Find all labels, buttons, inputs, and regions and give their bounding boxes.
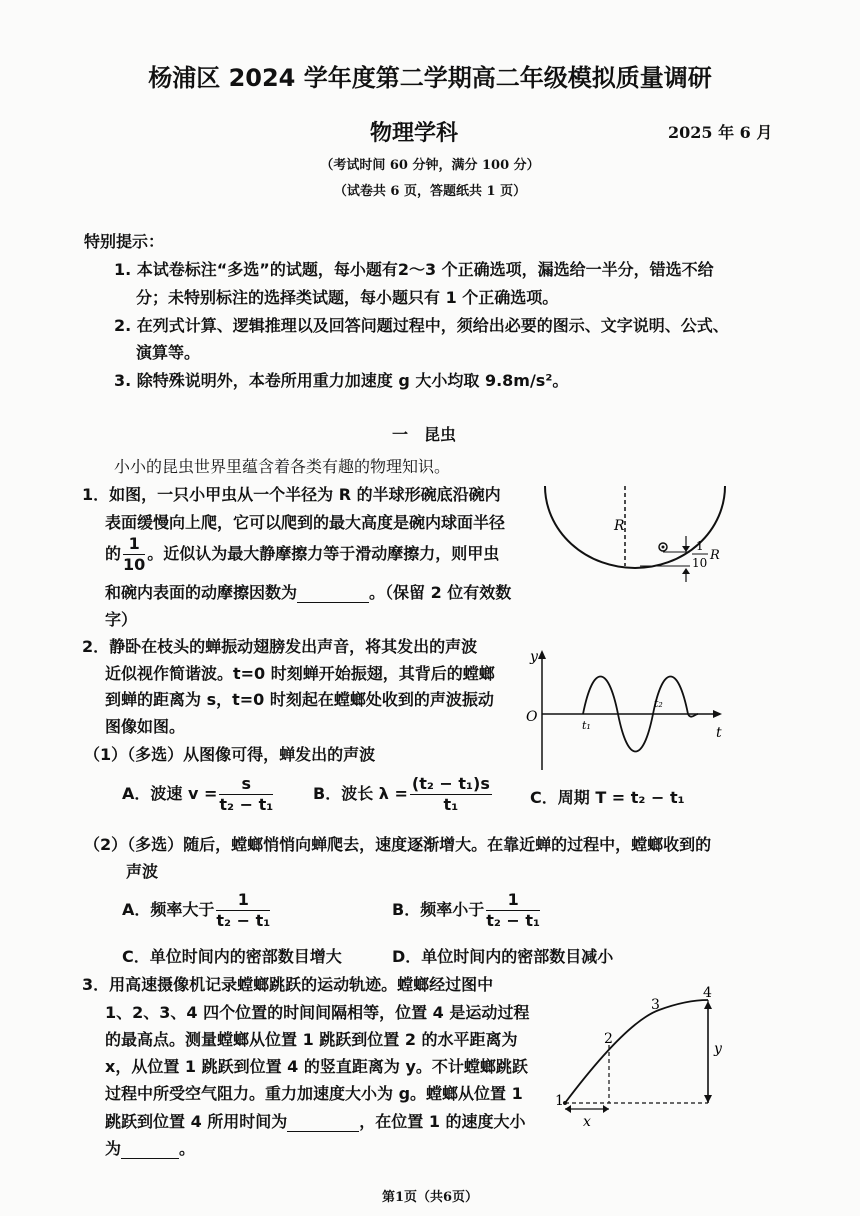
trajectory-curve bbox=[565, 1000, 708, 1103]
q3-line-6: 跳跃到位置 4 所用时间为 ，在位置 1 的速度大小 bbox=[105, 1112, 526, 1131]
position-2-label: 2 bbox=[604, 1031, 613, 1047]
q2-sub-2-cont: 声波 bbox=[126, 862, 159, 881]
height-r-label: R bbox=[710, 548, 720, 563]
subject-title: 物理学科 bbox=[370, 121, 459, 146]
q3-line-5: 过程中所受空气阻力。重力加速度大小为 g。螳螂从位置 1 bbox=[105, 1084, 523, 1103]
section-title: 一 昆虫 bbox=[392, 425, 457, 444]
height-frac-num: 1 bbox=[696, 539, 704, 553]
bowl-diagram bbox=[530, 478, 750, 588]
q3-speed-blank[interactable] bbox=[121, 1142, 179, 1159]
wave-origin-label: O bbox=[526, 709, 538, 725]
q3-line-3: 的最高点。测量螳螂从位置 1 跳跃到位置 2 的水平距离为 bbox=[105, 1030, 518, 1049]
q2-2-option-b[interactable]: B．频率小于 $\frac{1}{\text{t₂ − t₁}}$ bbox=[392, 890, 541, 930]
wave-t2-label: t₂ bbox=[654, 697, 663, 710]
position-1-label: 1 bbox=[555, 1093, 564, 1109]
exam-date: 2025 年 6 月 bbox=[668, 123, 773, 142]
q1-line-3: 的 $\frac{1}{10}$ 。近似认为最大静摩擦力等于滑动摩擦力，则甲虫 bbox=[105, 534, 500, 574]
q1-fraction: $\frac{1}{10}$ bbox=[123, 534, 146, 574]
notice-item-2-cont: 演算等。 bbox=[136, 343, 201, 362]
exam-duration-info: （考试时间 60 分钟，满分 100 分） bbox=[320, 158, 540, 173]
q3-line-2: 1、2、3、4 四个位置的时间间隔相等，位置 4 是运动过程 bbox=[105, 1003, 530, 1022]
q3-line-7: 为 。 bbox=[105, 1139, 196, 1158]
section-intro: 小小的昆虫世界里蕴含着各类有趣的物理知识。 bbox=[114, 457, 451, 476]
q2-sub-1: （1）（多选）从图像可得，蝉发出的声波 bbox=[84, 745, 376, 764]
q2-1-option-c[interactable]: C．周期 T = t₂ − t₁ bbox=[530, 788, 685, 807]
q2-1-option-a[interactable]: A．波速 v = $\frac{s}{\text{t₂ − t₁}}$ bbox=[122, 774, 274, 814]
q2-2-option-d[interactable]: D．单位时间内的密部数目减小 bbox=[392, 947, 614, 966]
q3-time-blank[interactable] bbox=[287, 1115, 359, 1132]
q2-line-1: 2．静卧在枝头的蝉振动翅膀发出声音，将其发出的声波 bbox=[82, 637, 478, 656]
exam-pages-info: （试卷共 6 页，答题纸共 1 页） bbox=[333, 184, 527, 199]
position-4-label: 4 bbox=[703, 985, 712, 1001]
height-frac-den: 10 bbox=[692, 556, 708, 570]
notice-heading: 特别提示： bbox=[84, 232, 165, 251]
q3-line-1: 3．用高速摄像机记录螳螂跳跃的运动轨迹。螳螂经过图中 bbox=[82, 975, 494, 994]
distance-x-label: x bbox=[583, 1114, 591, 1130]
q2-line-3: 到蝉的距离为 s，t=0 时刻起在螳螂处收到的声波振动 bbox=[105, 690, 494, 709]
notice-item-1-cont: 分；未特别标注的选择类试题，每小题只有 1 个正确选项。 bbox=[136, 288, 559, 307]
jump-trajectory-diagram bbox=[548, 985, 748, 1135]
wave-graph bbox=[520, 645, 730, 775]
q1-line-4: 和碗内表面的动摩擦因数为 。（保留 2 位有效数 bbox=[105, 583, 512, 602]
wave-y-label: y bbox=[530, 649, 538, 665]
q1-line-1: 1．如图，一只小甲虫从一个半径为 R 的半球形碗底沿碗内 bbox=[82, 485, 501, 504]
page-title: 杨浦区 2024 学年度第二学期高二年级模拟质量调研 bbox=[148, 64, 712, 92]
q1-line-2: 表面缓慢向上爬，它可以爬到的最大高度是碗内球面半径 bbox=[105, 513, 506, 532]
notice-item-3: 3. 除特殊说明外，本卷所用重力加速度 g 大小均取 9.8m/s²。 bbox=[114, 371, 569, 390]
notice-item-2: 2. 在列式计算、逻辑推理以及回答问题过程中，须给出必要的图示、文字说明、公式、 bbox=[114, 316, 729, 335]
bowl-radius-label: R bbox=[614, 518, 625, 534]
q1-answer-blank[interactable] bbox=[297, 586, 369, 603]
notice-item-1: 1. 本试卷标注“多选”的试题，每小题有2～3 个正确选项，漏选给一半分，错选不给 bbox=[114, 260, 714, 279]
q1-line-5: 字） bbox=[105, 610, 138, 629]
page-number: 第1页（共6页） bbox=[381, 1190, 479, 1205]
q2-2-option-c[interactable]: C．单位时间内的密部数目增大 bbox=[122, 947, 342, 966]
distance-y-label: y bbox=[714, 1041, 722, 1057]
wave-t-label: t bbox=[716, 725, 722, 741]
position-3-label: 3 bbox=[651, 997, 660, 1013]
q3-line-4: x，从位置 1 跳跃到位置 4 的竖直距离为 y。不计螳螂跳跃 bbox=[105, 1057, 528, 1076]
q2-1-option-b[interactable]: B．波长 λ = $\frac{\text{(t₂ − t₁)s}}{\text{t₁}}$ bbox=[313, 774, 490, 814]
q2-line-4: 图像如图。 bbox=[105, 717, 186, 736]
q2-sub-2: （2）（多选）随后，螳螂悄悄向蝉爬去，速度逐渐增大。在靠近蝉的过程中，螳螂收到的 bbox=[84, 835, 712, 854]
q2-line-2: 近似视作简谐波。t=0 时刻蝉开始振翅，其背后的螳螂 bbox=[105, 664, 495, 683]
wave-t1-label: t₁ bbox=[582, 719, 591, 732]
q2-2-option-a[interactable]: A．频率大于 $\frac{1}{\text{t₂ − t₁}}$ bbox=[122, 890, 271, 930]
